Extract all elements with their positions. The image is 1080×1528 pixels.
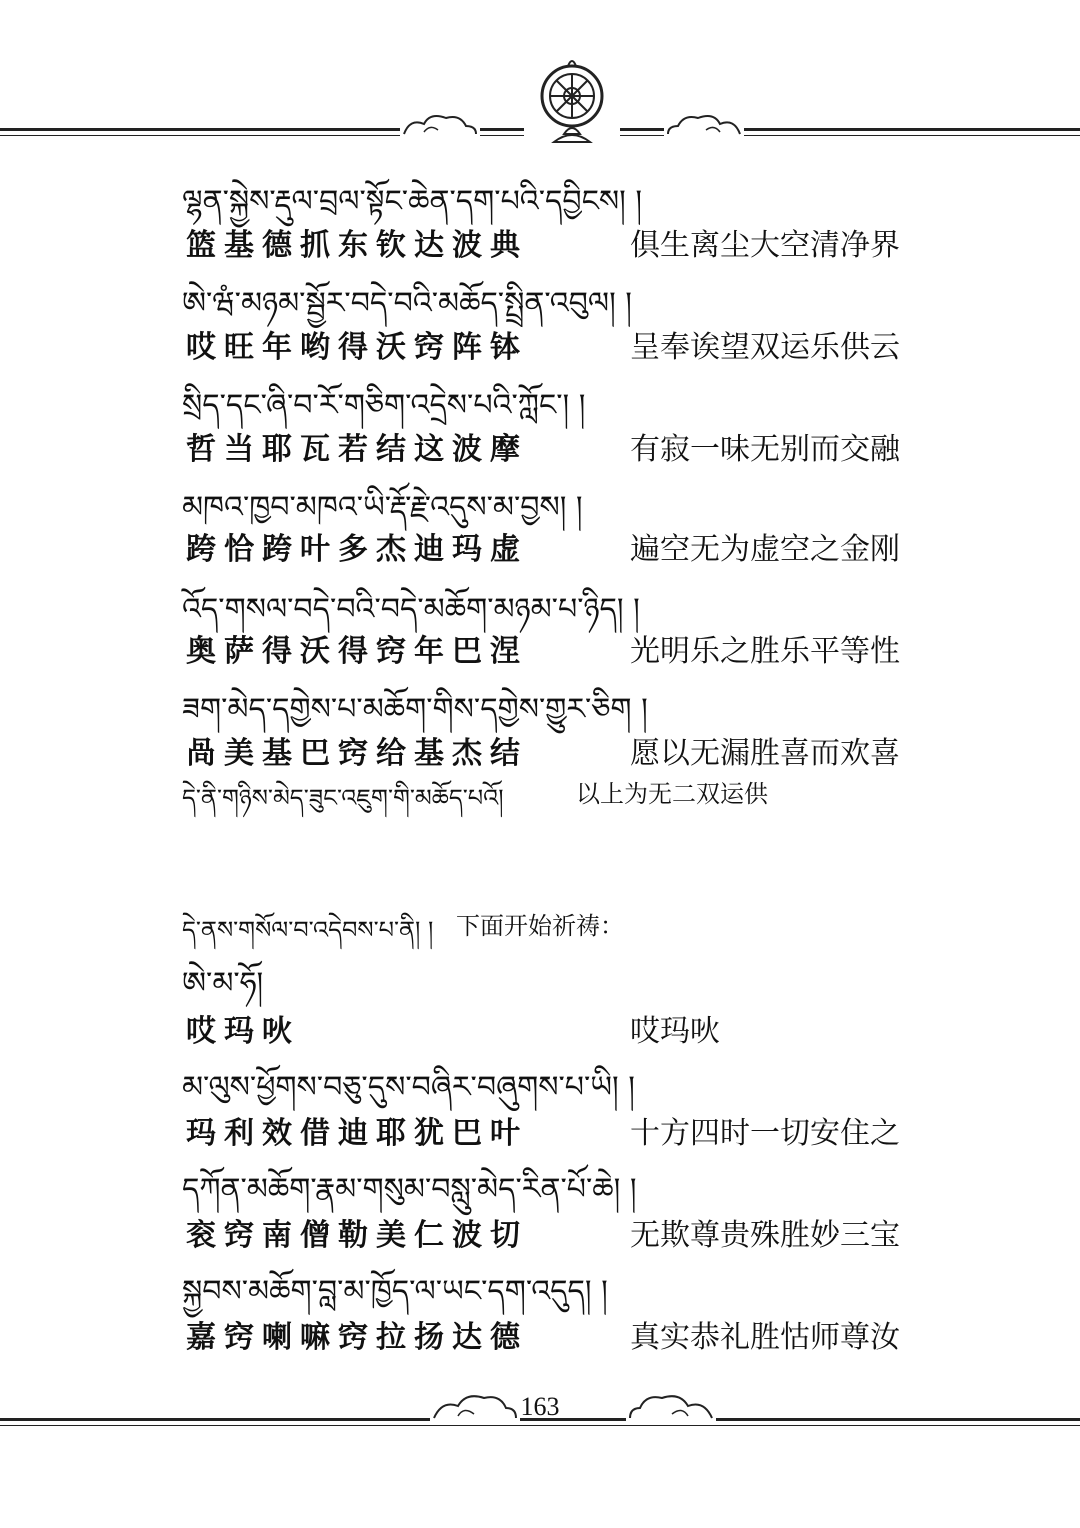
chinese-line: 遍空无为虚空之金刚	[630, 533, 900, 566]
phonetic-line: 哎旺年哟得沃窍阵钵	[186, 330, 528, 365]
tibetan-line: མ་ལུས་ཕྱོགས་བཅུ་དུས་བཞིར་བཞུགས་པ་ཡི། །	[182, 1070, 635, 1105]
chinese-line: 无欺尊贵殊胜妙三宝	[630, 1219, 900, 1252]
chinese-line: 光明乐之胜乐平等性	[630, 635, 900, 668]
chinese-line: 有寂一味无别而交融	[630, 433, 900, 466]
prayer-intro-tibetan: དེ་ནས་གསོལ་བ་འདེབས་པ་ནི། །	[182, 916, 434, 944]
tibetan-line: ཨེ་ཝཾ་མཉམ་སྦྱོར་བདེ་བའི་མཆོད་སྤྲིན་འབུལ། །	[182, 286, 632, 321]
tibetan-line: སྲིད་དང་ཞི་བ་རོ་གཅིག་འདྲེས་པའི་ཀློང་། །	[182, 388, 586, 423]
chinese-line: 真实恭礼胜怙师尊汝	[630, 1321, 900, 1354]
tibetan-line: དཀོན་མཆོག་རྣམ་གསུམ་བསླུ་མེད་རིན་པོ་ཆེ། །	[182, 1172, 637, 1207]
phonetic-line: 奥萨得沃得窍年巴涅	[186, 634, 528, 669]
chinese-line: 呈奉诶望双运乐供云	[630, 331, 900, 364]
phonetic-line: 咼美基巴窍给基杰结	[186, 736, 528, 771]
section-note-chinese: 以上为无二双运供	[576, 782, 768, 808]
cloud-ornament-icon	[664, 110, 744, 138]
tibetan-line: སྐྱབས་མཆོག་བླ་མ་ཁྱོད་ལ་ཡང་དག་འདུད། །	[182, 1274, 608, 1309]
phonetic-line: 玛利效借迪耶犹巴叶	[186, 1116, 528, 1151]
phonetic-line: 衮窍南僧勒美仁波切	[186, 1218, 528, 1253]
tibetan-line: མཁའ་ཁྱབ་མཁའ་ཡི་རྡོ་རྗེ་འདུས་མ་བྱས། །	[182, 490, 583, 525]
prayer-intro-chinese: 下面开始祈祷：	[456, 914, 624, 940]
phonetic-line: 哲当耶瓦若结这波摩	[186, 432, 528, 467]
section-note-tibetan: དེ་ནི་གཉིས་མེད་ཟུང་འཇུག་གི་མཆོད་པའོ།	[182, 784, 504, 812]
phonetic-line: 嘉窍喇嘛窍拉扬达德	[186, 1320, 528, 1355]
chinese-line: 十方四时一切安住之	[630, 1117, 900, 1150]
chinese-line: 哎玛吙	[630, 1015, 720, 1048]
phonetic-line: 跨恰跨叶多杰迪玛虚	[186, 532, 528, 567]
page-number: 163	[520, 1392, 560, 1421]
phonetic-line: 哎玛吙	[186, 1014, 300, 1049]
cloud-ornament-icon	[400, 110, 480, 138]
chinese-line: 俱生离尘大空清净界	[630, 229, 900, 262]
tibetan-line: ཟག་མེད་དགྱེས་པ་མཆོག་གིས་དགྱེས་གྱུར་ཅིག །	[182, 692, 648, 727]
phonetic-line: 篮基德抓东钦达波典	[186, 228, 528, 263]
tibetan-line: ལྷན་སྐྱེས་རྡུལ་བྲལ་སྟོང་ཆེན་དག་པའི་དབྱིངས། །	[182, 184, 643, 219]
chinese-line: 愿以无漏胜喜而欢喜	[630, 737, 900, 770]
emaho-tibetan: ཨེ་མ་ཧོ།	[182, 966, 264, 1001]
tibetan-line: འོད་གསལ་བདེ་བའི་བདེ་མཆོག་མཉམ་པ་ཉིད། །	[182, 592, 640, 627]
dharma-wheel-icon	[524, 52, 620, 152]
